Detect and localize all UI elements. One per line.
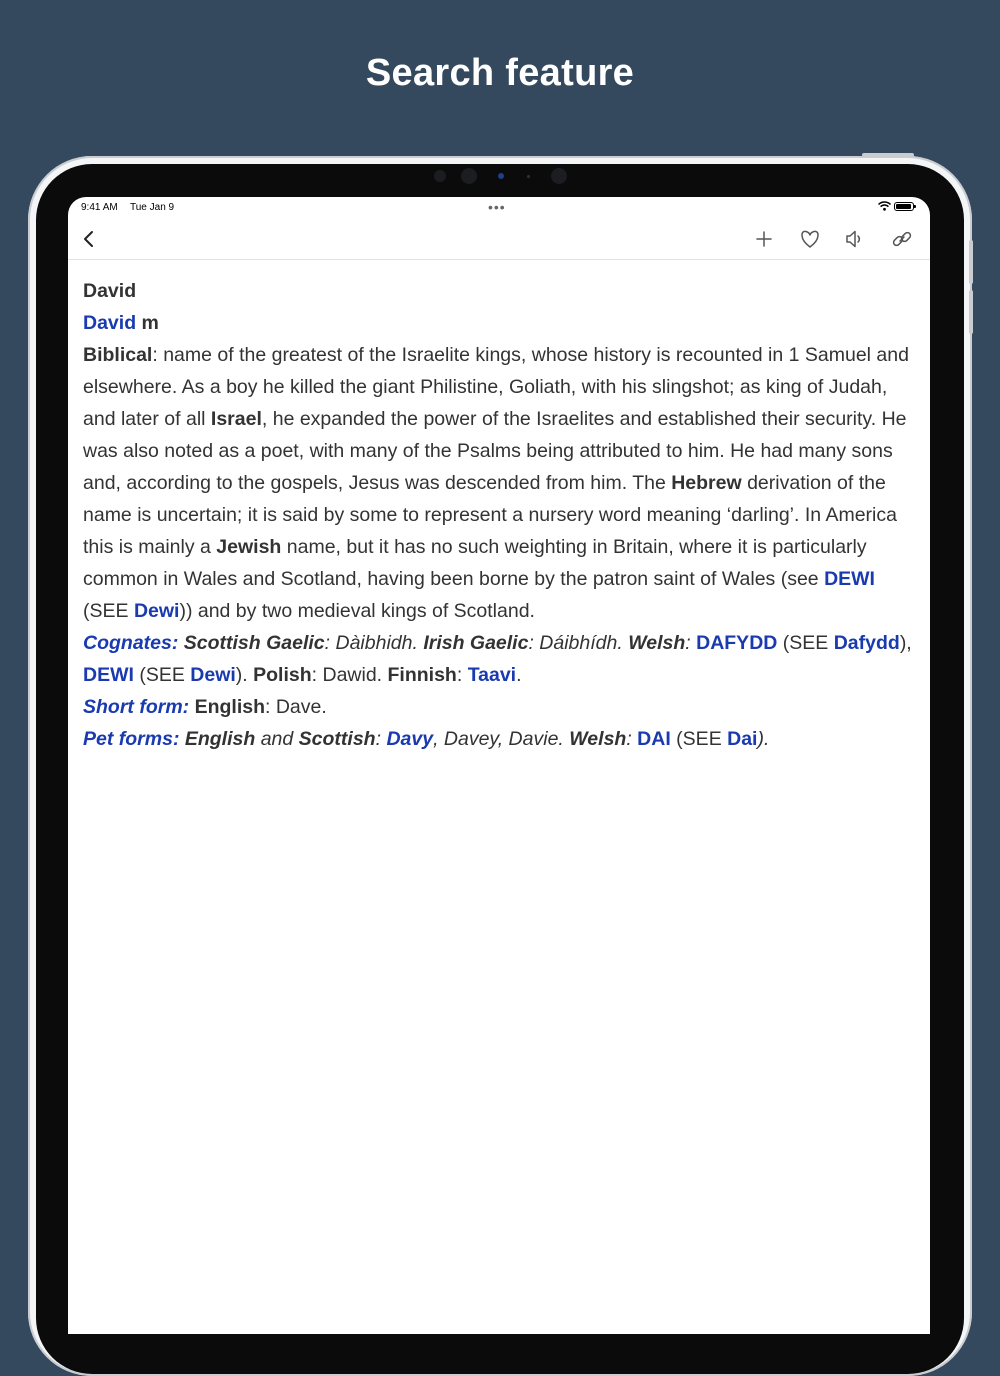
link-icon bbox=[887, 224, 917, 254]
dai-link[interactable]: Dai bbox=[727, 728, 758, 750]
entry-headword-line bbox=[83, 307, 919, 339]
dai-caps-link[interactable]: DAI bbox=[637, 728, 671, 750]
sensor-icon bbox=[551, 168, 567, 184]
cognates-label: Cognates: bbox=[83, 632, 179, 654]
headword-link[interactable]: David bbox=[83, 312, 137, 334]
entry-body: Biblical: name of the greatest of the Israelite kings, whose history is recounted in 1 Samuel and elsewhere. As a boy he killed the giant Philistine, Goliath, with his slingshot; as king of Judah, and later of all Israel, he expanded the power of the Israelites and established their security. He was also noted as a poet, with many of the Psalms being attributed to him. He had many sons and, according to the gospels, Jesus was descended from him. The Hebrew derivation of the name is uncertain; it is said by some to represent a nursery word meaning ‘darling’. In America this is mainly a Jewish name, but it has no such weighting in Britain, where it is particularly common in Wales and Scotland, having been borne by the patron saint of Wales (see DEWI (SEE Dewi)) and by two medieval kings of Scotland. bbox=[83, 344, 909, 622]
sensor-icon bbox=[461, 168, 477, 184]
status-time: 9:41 AM bbox=[81, 202, 118, 213]
speak-button[interactable] bbox=[839, 224, 869, 254]
dewi-link[interactable]: Dewi bbox=[190, 664, 236, 686]
add-button[interactable] bbox=[749, 224, 779, 254]
battery-icon bbox=[894, 202, 914, 211]
share-link-button[interactable] bbox=[887, 224, 917, 254]
dewi-link[interactable]: Dewi bbox=[133, 600, 180, 622]
entry-heading: David bbox=[83, 280, 137, 302]
sensor-icon bbox=[527, 175, 530, 178]
speaker-icon bbox=[839, 224, 869, 254]
navigation-bar bbox=[68, 219, 930, 260]
cognates-section: Cognates: Scottish Gaelic: Dàibhidh. Irish Gaelic: Dáibhídh. Welsh: DAFYDD (SEE Dafydd), DEWI (SEE Dewi). Polish: Dawid. Finnish: Taavi. bbox=[83, 632, 912, 686]
dewi-caps-link[interactable]: DEWI bbox=[824, 568, 875, 590]
gender-label: m bbox=[136, 312, 159, 334]
davy-link[interactable]: Davy bbox=[386, 728, 434, 750]
chevron-left-icon bbox=[74, 224, 104, 254]
dewi-caps-link[interactable]: DEWI bbox=[83, 664, 134, 686]
app-screen bbox=[68, 197, 930, 1334]
promo-title: Search feature bbox=[365, 52, 635, 94]
status-date: Tue Jan 9 bbox=[130, 202, 175, 213]
entry-content bbox=[83, 275, 919, 755]
volume-down-button bbox=[969, 290, 973, 334]
dafydd-caps-link[interactable]: DAFYDD bbox=[696, 632, 778, 654]
short-form-section: Short form: English: Dave. bbox=[83, 696, 327, 718]
dafydd-link[interactable]: Dafydd bbox=[833, 632, 900, 654]
plus-icon bbox=[749, 224, 779, 254]
pet-forms-label: Pet forms: bbox=[83, 728, 180, 750]
multitasking-dots-icon[interactable]: ••• bbox=[488, 199, 506, 215]
wifi-icon bbox=[878, 201, 891, 214]
pet-forms-section: Pet forms: English and Scottish: Davy, Davey, Davie. Welsh: DAI (SEE Dai). bbox=[83, 728, 770, 750]
taavi-link[interactable]: Taavi bbox=[467, 664, 517, 686]
favorite-button[interactable] bbox=[795, 224, 825, 254]
front-camera-icon bbox=[498, 173, 504, 179]
heart-icon bbox=[795, 224, 825, 254]
volume-up-button bbox=[969, 240, 973, 284]
top-button bbox=[862, 153, 914, 157]
sensor-icon bbox=[434, 170, 446, 182]
status-bar bbox=[68, 197, 930, 219]
short-form-label: Short form: bbox=[83, 696, 190, 718]
back-button[interactable] bbox=[74, 224, 104, 254]
